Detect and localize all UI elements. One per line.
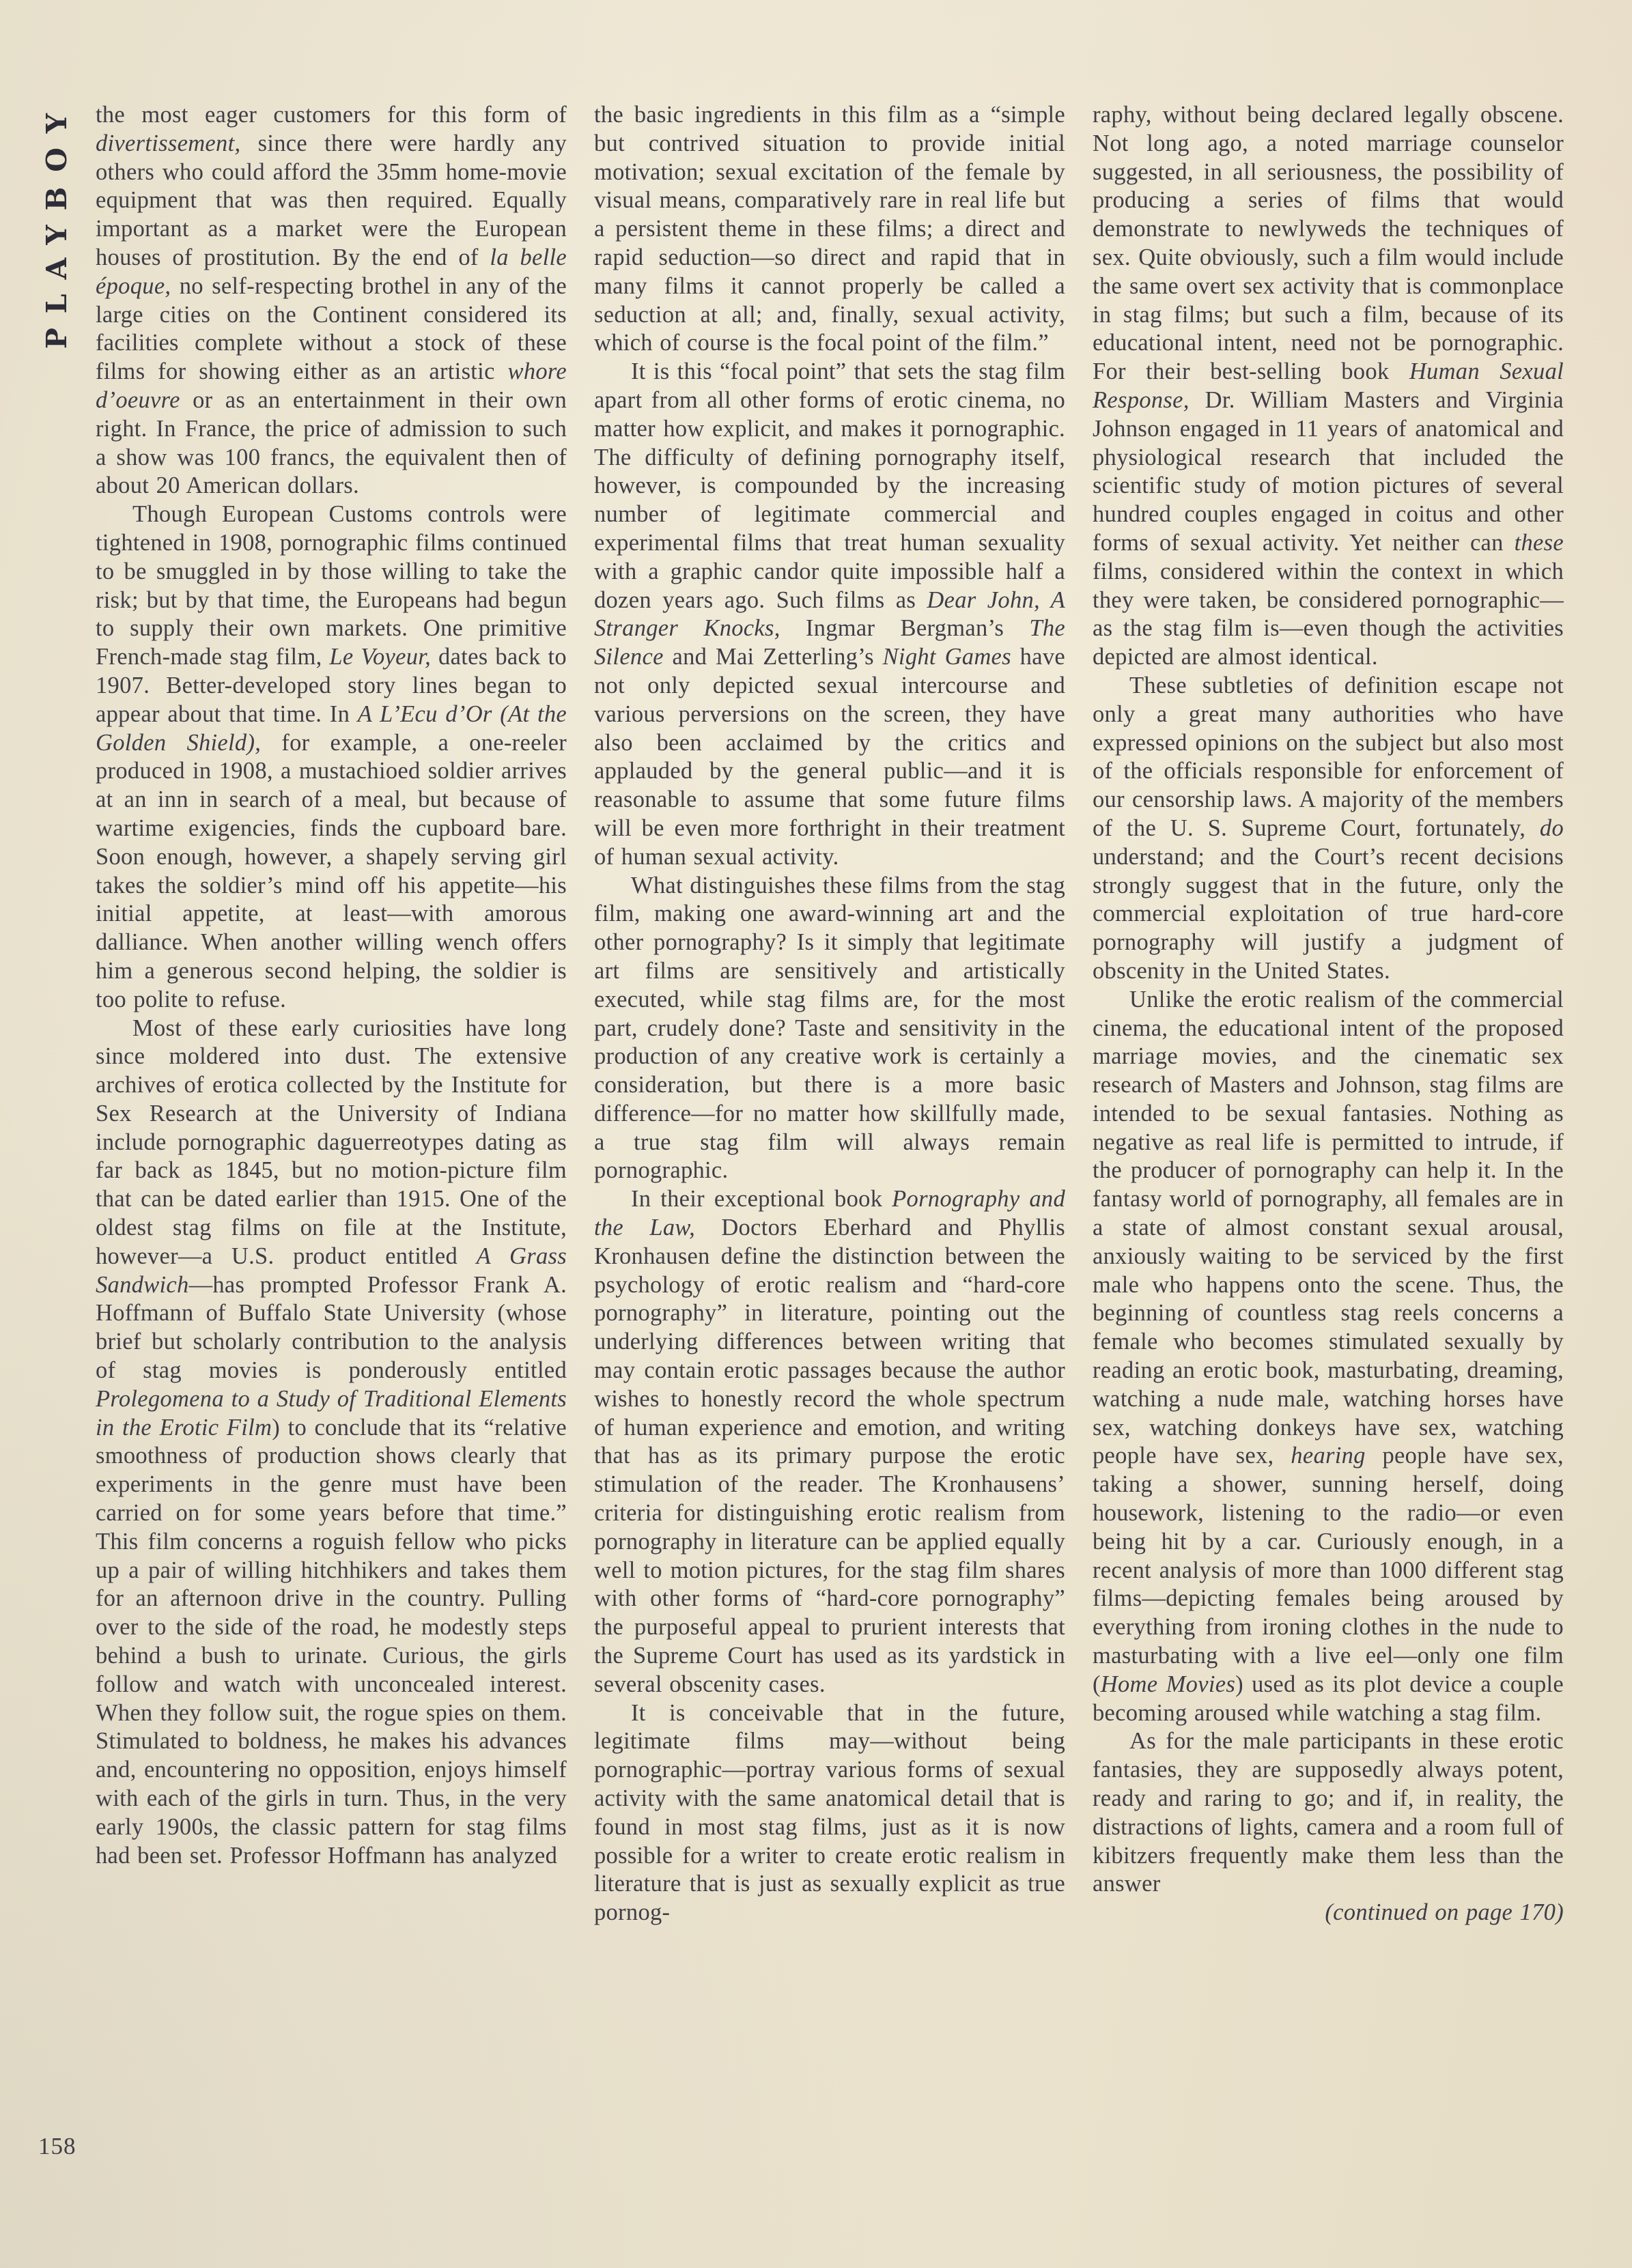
text-run: Dr. William Masters and Virginia Johnson engaged in 11 years of anatomical and physiological research that included the scientific study of motion pictures of several hundred couples engaged in coitus and other forms of sexual activity. Yet neither can: [1093, 386, 1564, 556]
paragraph: [594, 1699, 1065, 1927]
magazine-spine: [20, 98, 93, 350]
text-run: Most of these early curiosities have long since moldered into dust. The extensive archives of erotica collected by the Institute for Sex Research at the University of Indiana include pornographic daguerreotypes dating as far back as 1845, but no motion-picture film that can be dated earlier than 1915. One of the oldest stag films on file at the Institute, however—a U.S. product entitled: [96, 1015, 567, 1269]
italic-text: Home Movies: [1100, 1671, 1236, 1697]
paragraph: [594, 101, 1065, 358]
text-run: What distinguishes these films from the stag film, making one award-winning art and the other pornography? Is it simply that legitimate art films are sensitively and artistically executed, while stag films are, for the most part, crudely done? Taste and sensitivity in the production of any creative work is certainly a consideration, but there is a more basic difference—for no matter how skillfully made, a true stag film will always remain pornographic.: [594, 872, 1065, 1184]
text-run: Ingmar Bergman’s: [780, 615, 1030, 642]
text-run: raphy, without being declared legally obscene. Not long ago, a noted marriage counselor suggested, in all seriousness, the possibility of producing a series of films that would demonstrate to newlyweds the techniques of sex. Quite obviously, such a film would include the same overt sex activity that is commonplace in stag films; but such a film, because of its educational intent, need not be pornographic. For their best-selling book: [1093, 102, 1564, 385]
text-run: and Mai Zetterling’s: [663, 644, 883, 670]
paragraph: [96, 101, 567, 500]
text-run: These subtleties of definition escape not only a great many authorities who have expressed opinions on the subject but also most of the officials responsible for enforcement of our censorship laws. A majority of the members of the U. S. Supreme Court, fortunately,: [1093, 672, 1564, 841]
text-run: It is conceivable that in the future, legitimate films may—without being pornographic—portray various forms of sexual activity with the same anatomical detail that is found in most stag films, just as it is now possible for a writer to create erotic realism in literature that is just as sexually explicit as true pornog-: [594, 1699, 1065, 1926]
italic-text: these: [1514, 529, 1564, 556]
text-column-2: [594, 101, 1065, 1927]
paragraph: [96, 500, 567, 1014]
italic-text: do: [1539, 814, 1564, 841]
text-run: Unlike the erotic realism of the commercial cinema, the educational intent of the proposed marriage movies, and the cinematic sex research of Masters and Johnson, stag films are intended to be sexual fantasies. Nothing as negative as real life is permitted to intrude, if the producer of pornography can help it. In the fantasy world of pornography, all females are in a state of almost constant sexual arousal, anxiously waiting to be serviced by the first male who happens onto the scene. Thus, the beginning of countless stag reels concerns a female who becomes stimulated sexually by reading an erotic book, masturbating, dreaming, watching a nude male, watching horses have sex, watching donkeys have sex, watching people have sex,: [1093, 986, 1564, 1469]
italic-text: divertissement,: [96, 130, 241, 156]
text-run: the most eager customers for this form of: [96, 102, 567, 128]
text-run: since there were hardly any others who could afford the 35mm home-movie equipment that was then required. Equally important as a market were the European houses of prostitution. By the end of: [96, 130, 567, 270]
continuation-notice: [1093, 1899, 1564, 1927]
paragraph: [594, 872, 1065, 1186]
italic-text: Le Voyeur,: [329, 644, 432, 670]
italic-text: (continued on page 170): [1325, 1899, 1564, 1926]
italic-text: A L’Ecu d’Or (At the Golden Shield),: [96, 700, 567, 756]
paragraph: [1093, 101, 1564, 672]
italic-text: The Silence: [594, 615, 1065, 670]
text-run: films, considered within the context in which they were taken, be considered pornographic—as the stag film is—even though the activities depicted are almost identical.: [1093, 558, 1564, 670]
text-run: understand; and the Court’s recent decisions strongly suggest that in the future, only the commercial exploitation of true hard-core pornography will justify a judgment of obscenity in the United States.: [1093, 843, 1564, 984]
text-run: It is this “focal point” that sets the stag film apart from all other forms of erotic cinema, no matter how explicit, and makes it pornographic. The difficulty of defining pornography itself, however, is compounded by the increasing number of legitimate commercial and experimental films that treat human sexuality with a graphic candor quite impossible half a dozen years ago. Such films as: [594, 358, 1065, 613]
text-run: —has prompted Professor Frank A. Hoffmann of Buffalo State University (whose brief but scholarly contribution to the analysis of stag movies is ponderously entitled: [96, 1271, 567, 1384]
page-number: 158: [38, 2133, 76, 2159]
italic-text: Night Games: [882, 644, 1011, 670]
italic-text: Dear John, A Stranger Knocks,: [594, 586, 1065, 642]
text-column-1: [96, 101, 567, 1870]
text-run: people have sex, taking a shower, sunning herself, doing housework, listening to the radio—or even being hit by a car. Curiously enough, in a recent analysis of more than 1000 different stag films—depicting females being aroused by everything from ironing clothes in the nude to masturbating with a live eel—only one film (: [1093, 1443, 1564, 1697]
italic-text: hearing: [1291, 1443, 1366, 1469]
italic-text: Prolegomena to a Study of Traditional Elements in the Erotic Film: [96, 1385, 567, 1441]
text-run: or as an entertainment in their own right. In France, the price of admission to such a show was 100 francs, the equivalent then of about 20 American dollars.: [96, 386, 567, 499]
paragraph: [1093, 672, 1564, 986]
text-run: the basic ingredients in this film as a “simple but contrived situation to provide initial motivation; sexual excitation of the female by visual means, comparatively rare in real life but a persistent theme in these films; a direct and rapid seduction—so direct and rapid that in many films it cannot properly be called a seduction at all; and, finally, sexual activity, which of course is the focal point of the film.”: [594, 102, 1065, 356]
text-run: In their exceptional book: [631, 1186, 892, 1213]
text-run: dates back to 1907. Better-developed story lines began to appear about that time. In: [96, 644, 567, 727]
paragraph: [1093, 1727, 1564, 1899]
text-run: ) used as its plot device a couple becoming aroused while watching a stag film.: [1093, 1671, 1564, 1726]
italic-text: A Grass Sandwich: [96, 1243, 567, 1298]
text-run: ) to conclude that its “relative smoothness of production shows clearly that experiments in the genre must have been carried on for some years before that time.” This film concerns a roguish fellow who picks up a pair of willing hitchhikers and takes them for an afternoon drive in the country. Pulling over to the side of the road, he modestly steps behind a bush to urinate. Curious, the girls follow and watch with unconcealed interest. When they follow suit, the rogue spies on them. Stimulated to boldness, he makes his advances and, encountering no opposition, enjoys himself with each of the girls in turn. Thus, in the very early 1900s, the classic pattern for stag films had been set. Professor Hoffmann has analyzed: [96, 1414, 567, 1869]
text-run: for example, a one-reeler produced in 1908, a mustachioed soldier arrives at an inn in search of a meal, but because of wartime exigencies, finds the cupboard bare. Soon enough, however, a shapely serving girl takes the soldier’s mind off his appetite—his initial appetite, at least—with amorous dalliance. When another willing wench offers him a generous second helping, the soldier is too polite to refuse.: [96, 729, 567, 1012]
italic-text: whore d’oeuvre: [96, 358, 567, 413]
italic-text: Pornography and the Law,: [594, 1186, 1065, 1241]
text-run: As for the male participants in these erotic fantasies, they are supposedly always potent, ready and raring to go; and if, in reality, the distractions of lights, camera and a room full of kibitzers frequently make them less than the answer: [1093, 1728, 1564, 1897]
paragraph: [1093, 986, 1564, 1728]
spine-title: PLAYBOY: [40, 98, 73, 350]
paragraph: [594, 1185, 1065, 1699]
text-run: no self-respecting brothel in any of the large cities on the Continent considered its facilities complete without a stock of these films for showing either as an artistic: [96, 272, 567, 385]
paragraph: [594, 358, 1065, 871]
italic-text: la belle époque,: [96, 244, 567, 299]
text-run: Doctors Eberhard and Phyllis Kronhausen define the distinction between the psychology of erotic realism and “hard-core pornography” in literature, pointing out the underlying differences between writing that may contain erotic passages because the author wishes to honestly record the whole spectrum of human experience and emotion, and writing that has as its primary purpose the erotic stimulation of the reader. The Kronhausens’ criteria for distinguishing erotic realism from pornography in literature can be applied equally well to motion pictures, for the stag film shares with other forms of “hard-core pornography” the purposeful appeal to prurient interests that the Supreme Court has used as its yardstick in several obscenity cases.: [594, 1215, 1065, 1697]
paragraph: [96, 1015, 567, 1871]
text-run: have not only depicted sexual intercourse and various perversions on the screen, they have also been acclaimed by the critics and applauded by the general public—and it is reasonable to assume that some future films will be even more forthright in their treatment of human sexual activity.: [594, 644, 1065, 870]
italic-text: Human Sexual Response,: [1093, 358, 1564, 413]
text-column-3: [1093, 101, 1564, 1927]
text-run: Though European Customs controls were tightened in 1908, pornographic films continued to be smuggled in by those willing to take the risk; but by that time, the Europeans had begun to supply their own markets. One primitive French-made stag film,: [96, 501, 567, 670]
